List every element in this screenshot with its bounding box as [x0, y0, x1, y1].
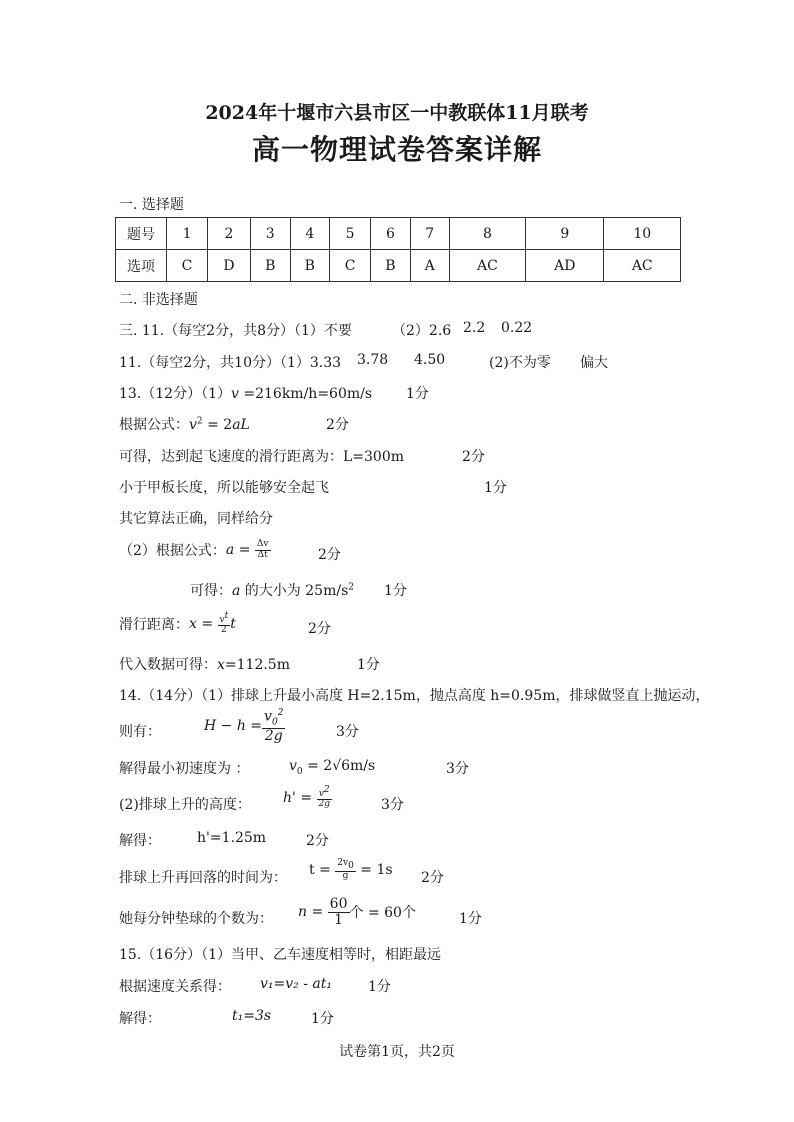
- f1-rest: = 2: [202, 417, 233, 433]
- f6-denominator: g: [342, 871, 349, 882]
- table-cell: AC: [604, 250, 681, 282]
- slide-label: 滑行距离：: [119, 616, 189, 633]
- table-cell: 7: [410, 218, 449, 250]
- formula-line-6: [309, 859, 393, 882]
- time-label: 排球上升再回落的时间为：: [119, 870, 287, 886]
- f4-lhs: H − h =: [204, 718, 263, 735]
- f2-a: a: [225, 542, 235, 558]
- table-header-number: 题号: [116, 218, 167, 250]
- formula-line-5: [283, 786, 332, 810]
- safe-line: 小于甲板长度，所以能够安全起飞: [119, 480, 329, 496]
- f5-denominator: 2g: [318, 799, 330, 810]
- score-t1: 1分: [311, 1011, 334, 1027]
- q11-answer-4: 0.22: [501, 320, 533, 336]
- table-row: [116, 218, 681, 250]
- velocity-equation: v₁=v₂ - at₁: [260, 976, 332, 992]
- subst-pre: 代入数据可得：: [119, 657, 217, 673]
- subst-x: x: [217, 657, 225, 673]
- score-min-speed: 3分: [446, 761, 469, 777]
- score-f1: 2分: [326, 417, 349, 433]
- score-f2: 2分: [318, 547, 341, 563]
- table-cell: B: [290, 250, 330, 282]
- q13-speed: =216km/h=60m/s: [238, 386, 373, 402]
- section-choice-label: 一. 选择题: [119, 197, 184, 213]
- f4-numerator: v: [264, 708, 272, 725]
- answer-key-title: 高一物理试卷答案详解: [251, 133, 542, 166]
- f2-numerator: Δv: [256, 539, 269, 550]
- f7-rhs: 个 = 60个: [349, 905, 416, 922]
- exam-title: 2024年十堰市六县市区一中教联体11月联考: [205, 102, 589, 124]
- q13-line: [119, 383, 372, 403]
- score-distance: 2分: [462, 449, 485, 465]
- table-cell: 2: [208, 218, 251, 250]
- page-footer: 试卷第1页，共2页: [339, 1044, 455, 1060]
- solve-value: h'=1.25m: [197, 830, 267, 846]
- f3-fraction: $\frac{v^t}{2}$: [219, 611, 229, 636]
- table-cell: B: [250, 250, 290, 282]
- f4-denominator: 2g: [264, 727, 283, 744]
- formula-line-2: （2）根据公式： a = $\frac{\Delta v}{\Delta t}$: [119, 539, 269, 560]
- t1-value: t₁=3s: [232, 1008, 272, 1024]
- table-cell: 10: [604, 218, 681, 250]
- q14-then: 则有：: [119, 724, 161, 740]
- q12-answer-3: 4.50: [414, 352, 446, 368]
- q11-answer-2: （2）2.6: [392, 323, 452, 339]
- f2-denominator: Δt: [257, 549, 268, 560]
- accel-line: 可得：a 的大小为 $25m/s^2$: [190, 582, 354, 599]
- min-speed-value: = 2√6m/s: [307, 758, 376, 774]
- table-cell: 3: [250, 218, 290, 250]
- solve-label: 解得：: [119, 833, 161, 849]
- score-f7: 1分: [459, 911, 482, 927]
- score-subst: 1分: [357, 657, 380, 673]
- f7-fraction: [328, 897, 350, 927]
- rise-label: (2)排球上升的高度：: [119, 797, 251, 813]
- q12-line: 11.（每空2分，共10分）（1）3.33: [119, 355, 342, 371]
- score-f6: 2分: [421, 870, 444, 886]
- table-cell: AD: [526, 250, 604, 282]
- score-solve: 2分: [306, 833, 329, 849]
- min-speed-formula: $v_0 = 2√6m/s$: [289, 758, 376, 777]
- answer-table: [115, 217, 681, 282]
- f1-v: v: [189, 417, 197, 433]
- accel-pre: 可得：: [190, 583, 232, 599]
- f4-fraction: $\frac{v_0^2}{2g}$: [264, 708, 284, 744]
- table-cell: AC: [449, 250, 525, 282]
- formula-label-1: 根据公式：: [119, 417, 189, 433]
- t1-label: 解得：: [119, 1011, 161, 1027]
- other-methods-note: 其它算法正确，同样给分: [119, 511, 273, 527]
- table-cell: 5: [330, 218, 371, 250]
- score-f4: 3分: [336, 724, 359, 740]
- table-cell: D: [208, 250, 251, 282]
- q12-answer-2: 3.78: [357, 352, 389, 368]
- q13-intro: 13.（12分）（1）: [119, 386, 231, 402]
- subst-line: [119, 654, 290, 674]
- f7-n: n: [298, 904, 308, 921]
- count-label: 她每分钟垫球的个数为：: [119, 911, 273, 927]
- table-cell: A: [410, 250, 449, 282]
- formula-line-7: n = $\frac{60}{1}$ 个 = 60个: [298, 896, 416, 928]
- f3-denominator: 2: [221, 625, 227, 636]
- table-header-option: 选项: [116, 250, 167, 282]
- f6-lhs: t =: [309, 862, 331, 879]
- q15-line: 15.（16分）（1）当甲、乙车速度相等时，相距最远: [119, 947, 441, 963]
- f3-t: t: [230, 615, 236, 632]
- table-cell: B: [371, 250, 411, 282]
- f7-numerator: 60: [329, 896, 348, 912]
- f7-denominator: 1: [334, 911, 344, 928]
- q12-answer-5: 偏大: [580, 355, 608, 371]
- min-speed-v: v: [289, 758, 297, 774]
- table-cell: C: [167, 250, 208, 282]
- score-f3: 2分: [308, 621, 331, 637]
- section-nonchoice-label: 二. 非选择题: [119, 292, 198, 308]
- accel-a: a: [232, 583, 241, 599]
- table-cell: 8: [449, 218, 525, 250]
- f5-lhs: h' =: [283, 789, 313, 806]
- formula-line-1: 根据公式：$v^2 = 2aL$: [119, 416, 250, 433]
- velocity-label: 根据速度关系得：: [119, 979, 231, 995]
- f6-numerator: 2v: [337, 858, 349, 868]
- table-cell: 9: [526, 218, 604, 250]
- score-safe: 1分: [484, 480, 507, 496]
- accel-rest: 的大小为 25m/s: [240, 583, 349, 599]
- f2-fraction: [255, 540, 271, 560]
- table-row: [116, 250, 681, 282]
- q11-line: 三. 11.（每空2分，共8分）（1）不要: [119, 323, 352, 339]
- table-cell: C: [330, 250, 371, 282]
- table-cell: 6: [371, 218, 411, 250]
- score-velocity: 1分: [368, 979, 391, 995]
- subst-val: =112.5m: [224, 657, 290, 673]
- score-accel: 1分: [384, 583, 407, 599]
- f3-numerator: v: [219, 615, 225, 625]
- f1-aL: aL: [232, 417, 250, 433]
- table-cell: 4: [290, 218, 330, 250]
- min-speed-label: 解得最小初速度为 ：: [119, 761, 250, 777]
- score-f5: 3分: [381, 797, 404, 813]
- distance-line: 可得，达到起飞速度的滑行距离为：L=300m: [119, 449, 405, 465]
- q14-line: 14.（14分）（1）排球上升最小高度 H=2.15m，抛点高度 h=0.95m，排球做竖直上抛运动，: [119, 688, 710, 704]
- f6-fraction: $\frac{2v_0}{g}$: [337, 858, 354, 882]
- q13-score-1: 1分: [406, 386, 429, 402]
- formula-line-4: [204, 709, 285, 744]
- f5-fraction: $\frac{v^2}{2g}$: [318, 785, 330, 810]
- f3-x: x: [189, 615, 197, 632]
- q13-v-symbol: v: [231, 386, 239, 402]
- formula-line-3: 滑行距离： x = $\frac{v^t}{2}$ t: [119, 611, 236, 636]
- q12-answer-4: (2)不为零: [489, 355, 551, 371]
- part2-label: （2）根据公式：: [119, 543, 226, 559]
- q11-answer-3: 2.2: [463, 320, 486, 336]
- table-cell: 1: [167, 218, 208, 250]
- f6-rhs: = 1s: [360, 862, 393, 879]
- f5-numerator: v: [318, 789, 324, 799]
